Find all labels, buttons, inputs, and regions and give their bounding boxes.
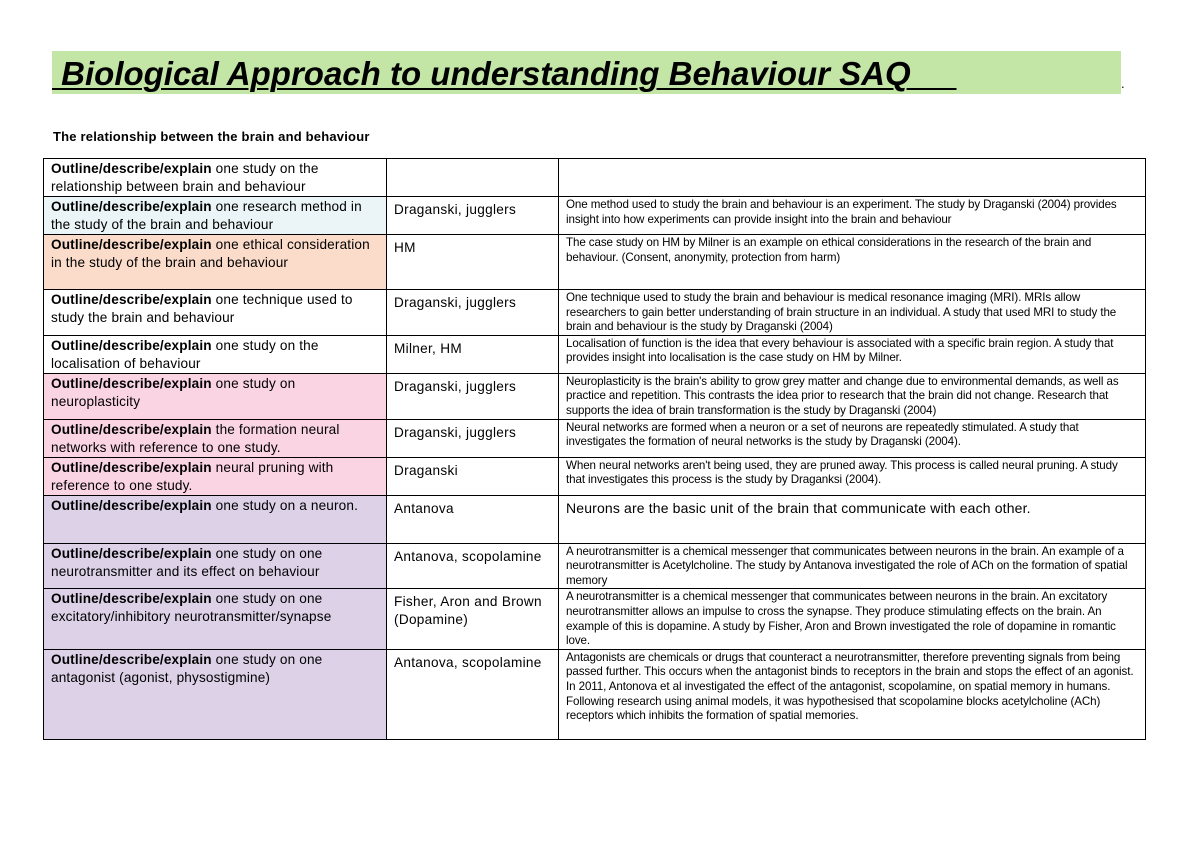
question-prompt: Outline/describe/explain [51, 497, 212, 513]
question-cell [44, 335, 387, 373]
table-row [44, 419, 1146, 457]
question-prompt: Outline/describe/explain [51, 237, 212, 252]
table-row [44, 290, 1146, 336]
study-cell: Draganski, jugglers [387, 290, 559, 336]
question-prompt: Outline/describe/explain [51, 161, 212, 176]
title-trailing-mark: . [1121, 76, 1125, 91]
table-row [44, 197, 1146, 235]
answer-cell: Neuroplasticity is the brain's ability to grow grey matter and change due to environmental demands, as well as practice and repetition. This contrasts the idea prior to research that the brain did not change. Research that supports the idea of brain transformation is the study by Draganski (2004) [559, 373, 1146, 419]
question-cell [44, 543, 387, 589]
table-row [44, 159, 1146, 197]
study-cell: Antanova, scopolamine [387, 649, 559, 739]
question-prompt: Outline/describe/explain [51, 591, 212, 607]
question-text: one ethical consideration in the study of the brain and behaviour [51, 237, 370, 270]
answer-cell [559, 159, 1146, 197]
page-title-text: Biological Approach to understanding Behaviour SAQ [52, 55, 957, 92]
question-prompt: Outline/describe/explain [51, 375, 212, 391]
question-cell [44, 159, 387, 197]
answer-cell: Localisation of function is the idea that every behaviour is associated with a specific brain region. A study that provides insight into localisation is the case study on HM by Milner. [559, 335, 1146, 373]
question-text: one study on one excitatory/inhibitory neurotransmitter/synapse [51, 591, 332, 625]
question-text: one research method in the study of the brain and behaviour [51, 199, 362, 232]
study-cell: Draganski, jugglers [387, 373, 559, 419]
study-cell: Fisher, Aron and Brown (Dopamine) [387, 589, 559, 649]
question-cell [44, 235, 387, 290]
section-subtitle: The relationship between the brain and behaviour [53, 129, 370, 144]
question-text: the formation neural networks with reference to one study. [51, 421, 340, 455]
question-text: one study on one neurotransmitter and its effect on behaviour [51, 545, 323, 579]
question-prompt: Outline/describe/explain [51, 459, 212, 475]
title-banner [52, 51, 1121, 94]
answer-cell: The case study on HM by Milner is an example on ethical considerations in the research of the brain and behaviour. (Consent, anonymity, protection from harm) [559, 235, 1146, 290]
table-row [44, 649, 1146, 739]
answer-cell: One technique used to study the brain and behaviour is medical resonance imaging (MRI). MRIs allow researchers to gain better understanding of brain structure in an individual. A study that used MRI to study the brain and behaviour is the study by Draganski (2004) [559, 290, 1146, 336]
question-cell [44, 649, 387, 739]
table-row [44, 589, 1146, 649]
table-row [44, 457, 1146, 495]
answer-cell: One method used to study the brain and behaviour is an experiment. The study by Draganski (2004) provides insight into how experiments can provide insight into the brain and behaviour [559, 197, 1146, 235]
question-prompt: Outline/describe/explain [51, 337, 212, 353]
answer-cell: When neural networks aren't being used, they are pruned away. This process is called neural pruning. A study that investigates this process is the study by Draganksi (2004). [559, 457, 1146, 495]
question-prompt: Outline/describe/explain [51, 651, 212, 667]
question-cell [44, 373, 387, 419]
question-cell [44, 197, 387, 235]
study-cell: Draganski, jugglers [387, 419, 559, 457]
question-cell [44, 495, 387, 543]
question-prompt: Outline/describe/explain [51, 199, 212, 214]
question-cell [44, 589, 387, 649]
study-cell: Draganski, jugglers [387, 197, 559, 235]
table-row [44, 235, 1146, 290]
answer-cell: Antagonists are chemicals or drugs that counteract a neurotransmitter, therefore preventing signals from being passed further. This occurs when the antagonist binds to receptors in the brain and stops the effect of an agonist. In 2011, Antonova et al investigated the effect of the antagonist, scopolamine, on spatial memory in humans. Following research using animal models, it was hypothesised that scopolamine blocks acetylcholine (ACh) receptors which inhibits the formation of spatial memories. [559, 649, 1146, 739]
question-text: neural pruning with reference to one study. [51, 459, 334, 493]
study-cell: Draganski [387, 457, 559, 495]
page-title [52, 53, 1121, 95]
table-row [44, 335, 1146, 373]
answer-cell: Neurons are the basic unit of the brain that communicate with each other. [559, 495, 1146, 543]
question-text: one study on one antagonist (agonist, physostigmine) [51, 651, 323, 685]
study-cell: Antanova, scopolamine [387, 543, 559, 589]
answer-cell: A neurotransmitter is a chemical messenger that communicates between neurons in the brain. An excitatory neurotransmitter allows an impulse to cross the synapse. They produce stimulating effects on the brain. An example of this is dopamine. A study by Fisher, Aron and Brown investigated the role of dopamine in romantic love. [559, 589, 1146, 649]
question-text: one study on neuroplasticity [51, 375, 296, 409]
answer-cell: A neurotransmitter is a chemical messenger that communicates between neurons in the brain. An example of a neurotransmitter is Acetylcholine. The study by Antanova investigated the role of ACh on the formation of spatial memory [559, 543, 1146, 589]
study-cell [387, 159, 559, 197]
question-text: one study on a neuron. [211, 497, 359, 513]
question-prompt: Outline/describe/explain [51, 545, 212, 561]
question-prompt: Outline/describe/explain [51, 421, 212, 437]
question-cell [44, 457, 387, 495]
saq-table [43, 158, 1146, 740]
question-cell [44, 290, 387, 336]
answer-cell: Neural networks are formed when a neuron or a set of neurons are repeatedly stimulated. A study that investigates the formation of neural networks is the study by Draganski (2004). [559, 419, 1146, 457]
study-cell: HM [387, 235, 559, 290]
question-prompt: Outline/describe/explain [51, 292, 212, 307]
table-row [44, 543, 1146, 589]
study-cell: Milner, HM [387, 335, 559, 373]
table-row [44, 495, 1146, 543]
question-cell [44, 419, 387, 457]
question-text: one study on the localisation of behaviour [51, 337, 319, 371]
study-cell: Antanova [387, 495, 559, 543]
question-text: one technique used to study the brain and behaviour [51, 292, 353, 325]
table-row [44, 373, 1146, 419]
question-text: one study on the relationship between brain and behaviour [51, 161, 319, 194]
